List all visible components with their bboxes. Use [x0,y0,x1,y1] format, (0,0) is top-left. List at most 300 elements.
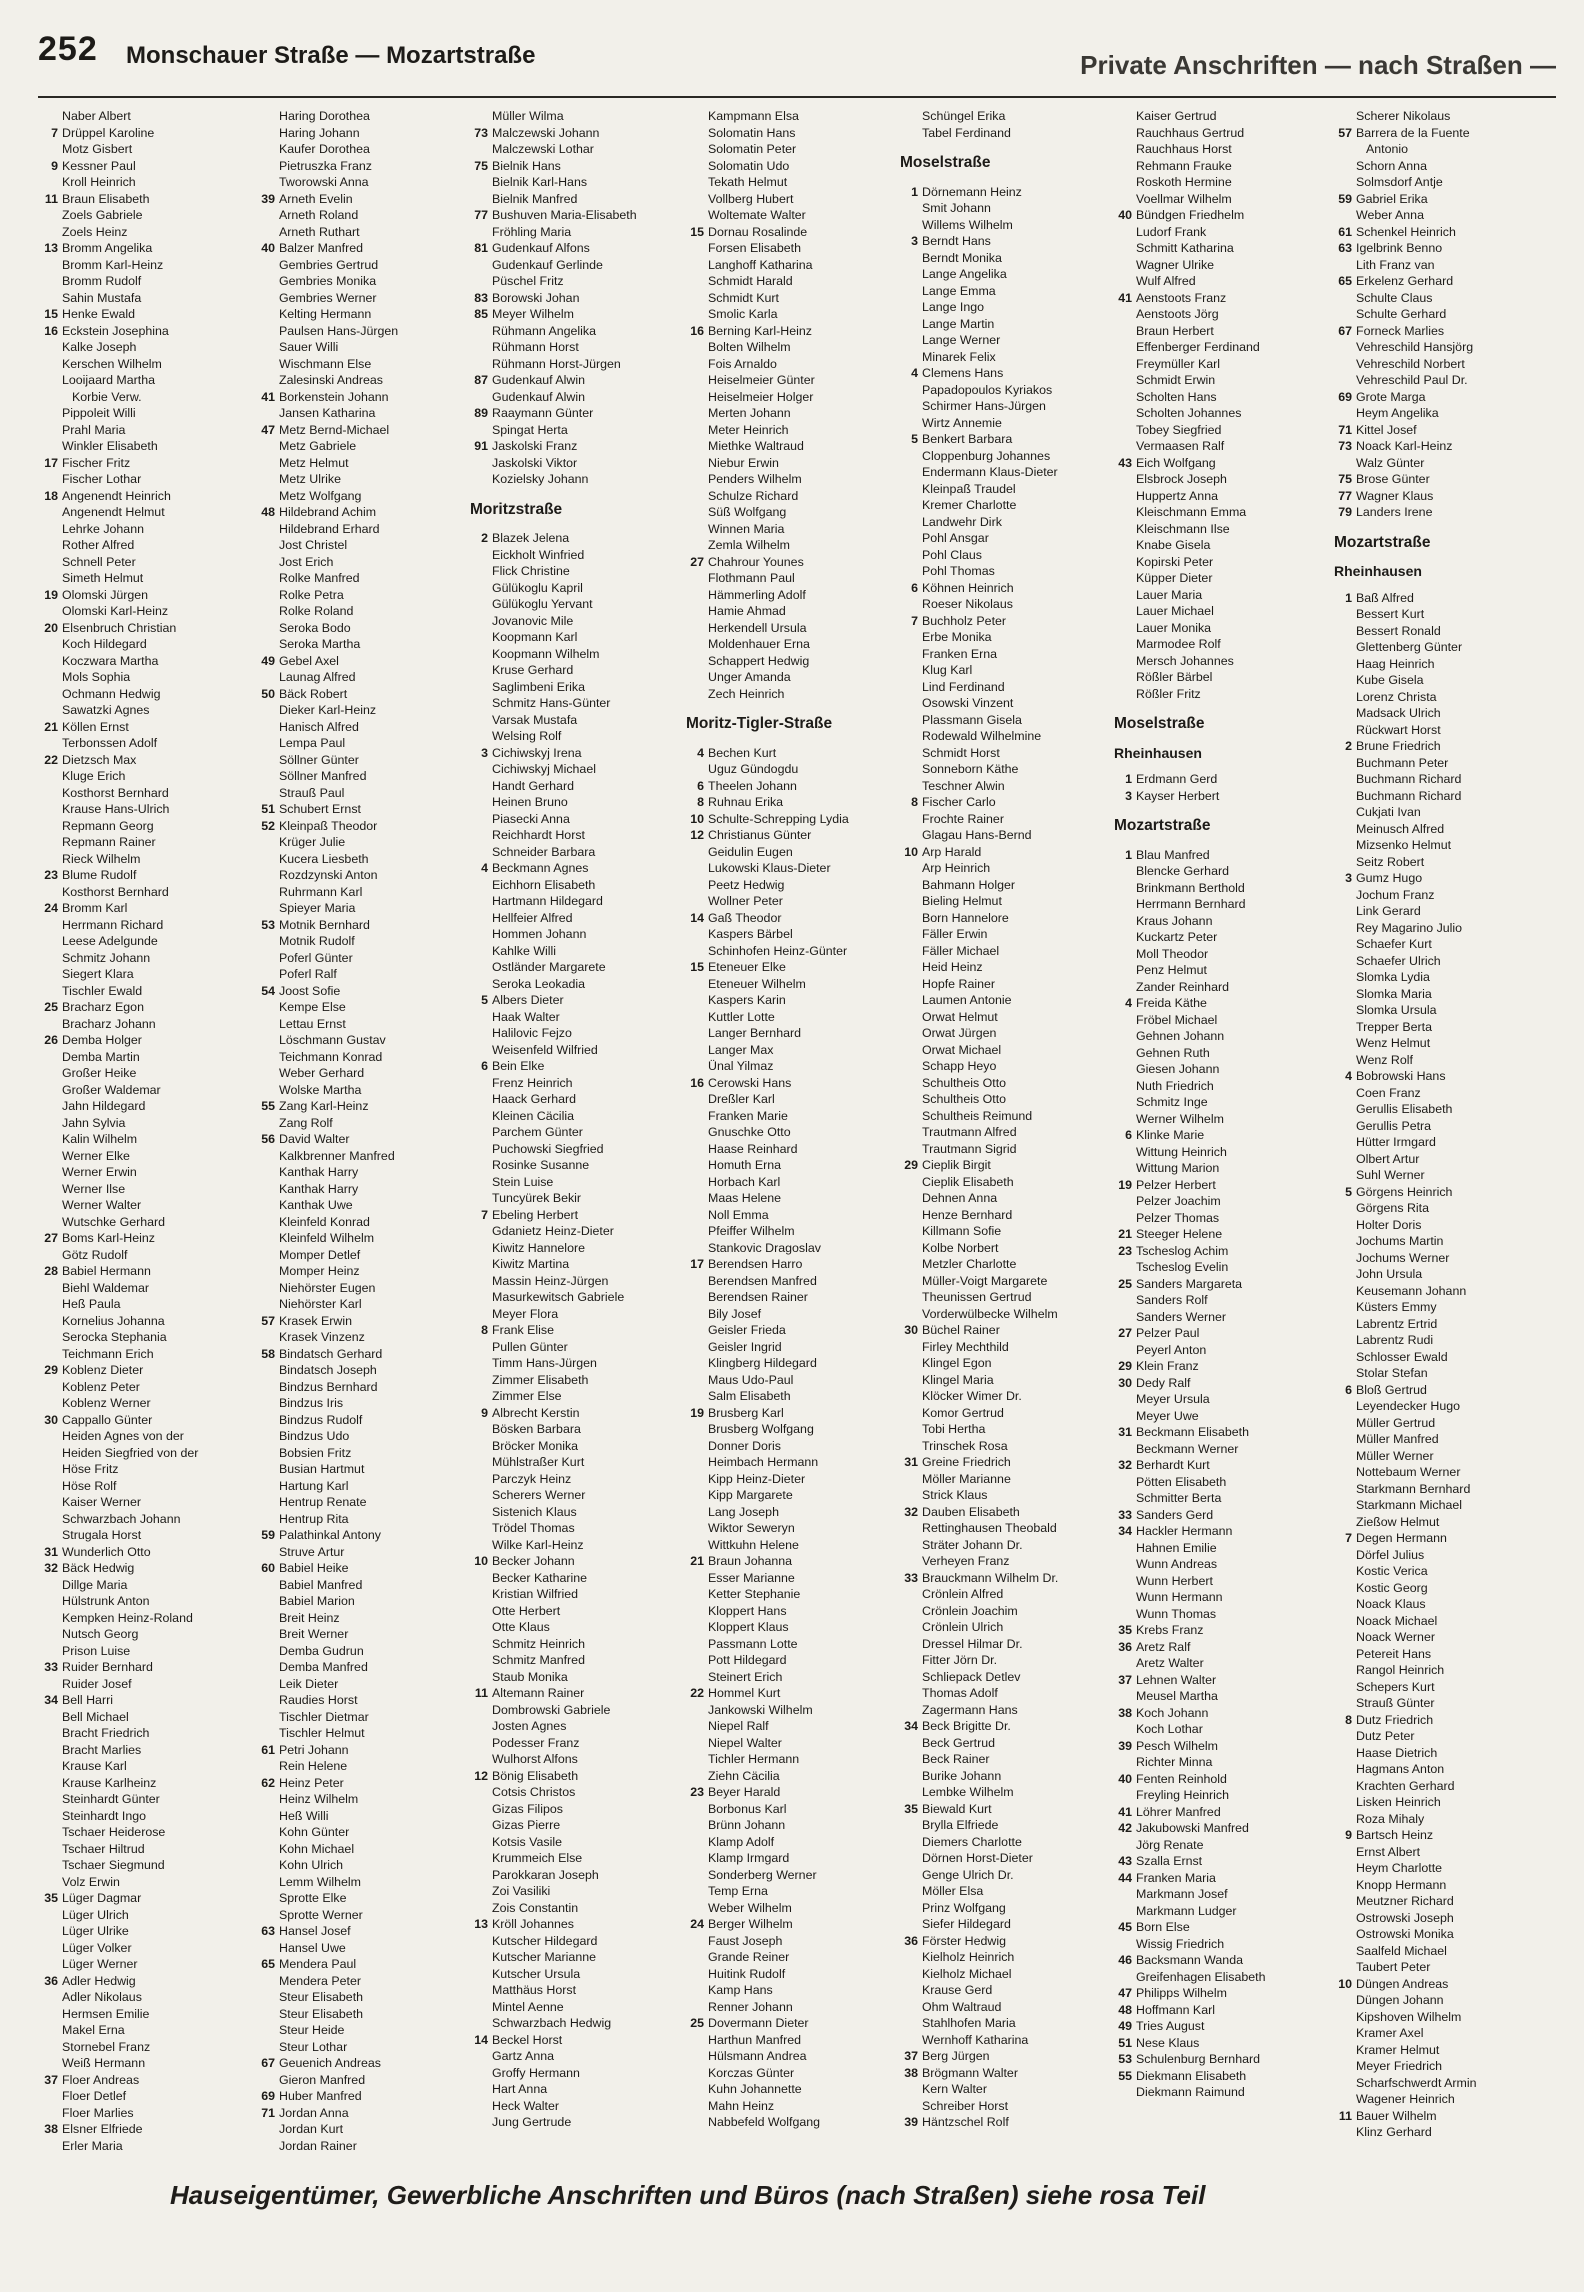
house-number [1334,455,1356,472]
house-number [900,1553,922,1570]
house-number: 51 [261,802,275,816]
resident-name: Jaskolski Viktor [492,455,578,470]
resident-name: Brusberg Karl [708,1405,784,1420]
resident-name: Jost Erich [279,554,334,569]
resident-entry [900,877,1100,894]
house-number [1334,1151,1356,1168]
house-number [470,959,492,976]
house-number [257,521,279,538]
resident-entry [900,745,1100,762]
resident-entry [470,877,670,894]
resident-name: Poferl Ralf [279,967,337,981]
resident-entry [686,323,886,340]
resident-entry [1334,438,1534,455]
resident-entry [470,389,670,406]
resident-entry [257,1280,457,1297]
house-number [257,323,279,340]
resident-name: Ruider Josef [62,1676,132,1691]
resident-entry [257,801,457,818]
house-number: 23 [1118,1243,1132,1258]
house-number [257,1148,279,1165]
resident-entry [40,1214,240,1231]
resident-entry [470,1372,670,1389]
house-number: 57 [261,1313,275,1328]
resident-entry [257,554,457,571]
resident-entry [1334,158,1534,175]
house-number [900,959,922,976]
house-number: 61 [261,1742,275,1757]
house-number [1334,108,1356,125]
house-number [900,1603,922,1620]
resident-entry [257,620,457,637]
resident-name: Fröhling Maria [492,224,572,239]
resident-entry [1334,1728,1534,1745]
resident-entry [900,910,1100,927]
resident-name: Firley Mechthild [922,1339,1009,1354]
house-number [40,1280,62,1297]
house-number: 40 [1118,1771,1132,1786]
house-number: 39 [1118,1738,1132,1753]
resident-name: Freyling Heinrich [1136,1788,1229,1802]
house-number [900,1652,922,1669]
house-number [1114,389,1136,406]
house-number: 7 [1345,1531,1352,1545]
resident-name: Tschaer Hiltrud [62,1841,145,1856]
resident-entry [470,2015,670,2032]
resident-entry [40,1131,240,1148]
resident-name: Ochmann Hedwig [62,686,161,701]
resident-name: Berhardt Kurt [1136,1458,1210,1472]
resident-name: Schmitter Berta [1136,1491,1222,1505]
resident-name: Pippoleit Willi [62,406,136,420]
resident-entry [470,1685,670,1702]
resident-entry [257,2088,457,2105]
house-number [470,1603,492,1620]
house-number [1334,1464,1356,1481]
resident-entry [40,389,240,406]
house-number [1114,438,1136,455]
house-number [257,570,279,587]
house-number [1114,2084,1136,2101]
resident-name: Vollberg Hubert [708,191,794,206]
house-number [257,1692,279,1709]
house-number [686,1207,708,1224]
resident-entry [1114,1259,1314,1276]
resident-name: Meyer Ursula [1136,1392,1210,1406]
resident-entry [686,1075,886,1092]
resident-name: Saalfeld Michael [1356,1943,1447,1958]
house-number [1334,257,1356,274]
resident-entry [470,1636,670,1653]
resident-entry [1114,1688,1314,1705]
resident-entry [1114,1573,1314,1590]
house-number: 59 [261,1528,275,1542]
house-number [470,1949,492,1966]
resident-entry [40,537,240,554]
resident-name: Gerullis Petra [1356,1118,1432,1133]
resident-name: Berning Karl-Heinz [708,323,812,338]
resident-entry [1334,1514,1534,1531]
resident-entry [470,1570,670,1587]
resident-name: Arp Harald [922,844,982,859]
house-number [1334,672,1356,689]
resident-name: Lempa Paul [279,736,346,750]
house-number [1334,1596,1356,1613]
resident-name: Cichiwskyj Michael [492,762,596,776]
resident-name: Gembries Monika [279,274,377,288]
resident-name: Ludorf Frank [1136,224,1207,239]
house-number [470,1487,492,1504]
resident-name: Steinhardt Günter [62,1792,160,1806]
house-number [1334,1514,1356,1531]
resident-entry [686,1603,886,1620]
resident-entry [257,1758,457,1775]
resident-entry [900,794,1100,811]
resident-name: Holter Doris [1356,1217,1422,1232]
house-number [686,339,708,356]
resident-entry [900,563,1100,580]
resident-entry [470,1388,670,1405]
resident-name: Elsner Elfriede [62,2122,143,2136]
house-number [1334,1481,1356,1498]
resident-name: Ohm Waltraud [922,1999,1002,2014]
resident-name: Kloppert Hans [708,1603,787,1618]
resident-name: Kipp Heinz-Dieter [708,1471,806,1486]
resident-entry [1114,2051,1314,2068]
resident-entry [470,547,670,564]
resident-name: Krause Karl [62,1759,127,1773]
resident-entry [257,240,457,257]
house-number [40,521,62,538]
resident-name: Mizsenko Helmut [1356,838,1452,852]
resident-name: Lange Angelika [922,267,1007,281]
resident-name: Schmidt Horst [922,745,1000,760]
resident-entry [1334,1547,1534,1564]
resident-entry [470,976,670,993]
resident-name: Berendsen Manfred [708,1273,817,1288]
house-number [1334,1200,1356,1217]
house-number [900,217,922,234]
house-number [257,207,279,224]
resident-entry [686,257,886,274]
resident-name: Kalkbrenner Manfred [279,1148,395,1163]
house-number [40,1197,62,1214]
house-number [1114,224,1136,241]
resident-entry [686,1768,886,1785]
resident-entry [686,1289,886,1306]
resident-name: Hermsen Emilie [62,2006,150,2021]
resident-entry [470,2098,670,2115]
house-number [686,438,708,455]
resident-entry [1334,1448,1534,1465]
resident-name: Schenkel Heinrich [1356,224,1456,239]
resident-entry [1334,1794,1534,1811]
house-number [470,323,492,340]
house-number [686,893,708,910]
resident-name: Küsters Emmy [1356,1300,1437,1314]
house-number [470,1718,492,1735]
house-number [1334,722,1356,739]
house-number: 81 [474,241,488,255]
resident-entry [900,2098,1100,2115]
resident-name: Unger Amanda [708,670,791,684]
resident-name: Blazek Jelena [492,531,570,545]
house-number [1114,1078,1136,1095]
resident-name: Cukjati Ivan [1356,805,1421,819]
house-number: 42 [1118,1821,1132,1835]
resident-name: Ünal Yilmaz [708,1059,774,1073]
resident-name: Hackler Hermann [1136,1524,1233,1538]
resident-entry [686,174,886,191]
resident-entry [1114,438,1314,455]
house-number [470,827,492,844]
resident-name: Lang Joseph [708,1504,779,1519]
resident-entry [900,1339,1100,1356]
resident-name: Pelzer Paul [1136,1326,1200,1340]
house-number [40,438,62,455]
resident-entry [1334,1068,1534,1085]
house-number [686,1949,708,1966]
resident-entry [1114,537,1314,554]
house-number [40,950,62,967]
resident-entry [1334,1035,1534,1052]
resident-entry [40,653,240,670]
house-number [686,844,708,861]
house-number [40,2039,62,2056]
resident-entry [1114,339,1314,356]
resident-name: Eteneuer Elke [708,960,786,974]
resident-name: Kuhn Johannette [708,2082,802,2096]
resident-name: Greine Friedrich [922,1455,1011,1469]
resident-entry [900,1207,1100,1224]
resident-entry [900,125,1100,142]
resident-name: Berndt Monika [922,250,1002,265]
resident-entry [900,2065,1100,2082]
resident-entry [257,1841,457,1858]
resident-name: Rößler Fritz [1136,686,1201,701]
resident-name: Eckstein Josephina [62,323,169,338]
house-number [1334,1646,1356,1663]
house-number: 40 [1118,208,1132,222]
resident-name: Bobrowski Hans [1356,1069,1446,1083]
resident-entry [1334,1002,1534,1019]
resident-entry [257,1115,457,1132]
resident-entry [900,233,1100,250]
resident-name: Kohn Günter [279,1825,350,1839]
resident-entry [1334,1266,1534,1283]
house-number [257,1874,279,1891]
resident-entry [257,1692,457,1709]
resident-name: Moldenhauer Erna [708,637,810,651]
house-number [900,596,922,613]
resident-name: Kleinpaß Theodor [279,818,378,833]
house-number [257,1659,279,1676]
house-number: 47 [1118,1986,1132,2000]
house-number [40,818,62,835]
resident-name: Sträter Johann Dr. [922,1537,1023,1552]
resident-entry [40,2121,240,2138]
resident-entry [686,877,886,894]
resident-entry [257,1379,457,1396]
resident-entry [40,1742,240,1759]
house-number [900,695,922,712]
house-number [470,910,492,927]
resident-name: Starkmann Bernhard [1356,1481,1471,1496]
house-number [1114,240,1136,257]
house-number [1114,1969,1136,1986]
house-number [40,1494,62,1511]
house-number: 38 [44,2122,58,2136]
house-number [900,1487,922,1504]
resident-entry [257,1527,457,1544]
resident-name: Gartz Anna [492,2049,554,2063]
resident-entry [40,1164,240,1181]
resident-name: Kiwitz Martina [492,1257,570,1271]
resident-entry [40,587,240,604]
resident-entry [257,1643,457,1660]
house-number [900,1850,922,1867]
resident-entry [1114,913,1314,930]
house-number: 52 [261,818,275,833]
resident-entry [470,827,670,844]
resident-entry [257,2039,457,2056]
house-number [1334,1283,1356,1300]
house-number [40,1956,62,1973]
resident-name: Schapp Heyo [922,1059,997,1073]
resident-entry [257,1445,457,1462]
resident-entry [1114,2068,1314,2085]
resident-entry [1334,339,1534,356]
resident-entry [1114,1474,1314,1491]
resident-name: Bushuven Maria-Elisabeth [492,208,637,222]
house-number [40,471,62,488]
resident-entry [900,1438,1100,1455]
house-number [1114,913,1136,930]
resident-entry [40,1676,240,1693]
resident-name: Wenz Rolf [1356,1052,1413,1067]
resident-entry [686,1504,886,1521]
resident-name: Rehmann Frauke [1136,158,1232,173]
house-number [470,596,492,613]
resident-entry [257,405,457,422]
resident-entry [1114,554,1314,571]
house-number [257,1280,279,1297]
resident-name: Walz Günter [1356,455,1425,470]
house-number [900,1190,922,1207]
resident-name: Metz Gabriele [279,439,357,453]
resident-entry [257,1775,457,1792]
house-number [686,1834,708,1851]
resident-name: Gudenkauf Alwin [492,373,585,387]
house-number [1114,1936,1136,1953]
directory-column-6 [1114,108,1314,2101]
resident-entry [686,1108,886,1125]
resident-name: Kutscher Marianne [492,1950,596,1964]
house-number [1114,504,1136,521]
house-number [1114,125,1136,142]
resident-name: Tischler Helmut [279,1726,365,1740]
resident-entry [1334,804,1534,821]
resident-name: Krasek Vinzenz [279,1330,365,1344]
resident-name: Arp Heinrich [922,861,991,875]
resident-entry [1334,1530,1534,1547]
resident-name: Lauer Monika [1136,620,1212,635]
resident-name: Brögmann Walter [922,2065,1018,2080]
resident-name: Parczyk Heinz [492,1471,572,1486]
resident-entry [470,629,670,646]
resident-entry [900,1751,1100,1768]
house-number: 3 [1345,871,1352,885]
house-number: 36 [904,1933,918,1948]
resident-entry [257,1544,457,1561]
house-number [40,1181,62,1198]
resident-name: Kosthorst Bernhard [62,785,169,800]
resident-entry [686,2048,886,2065]
house-number [900,712,922,729]
resident-name: Stornebel Franz [62,2039,151,2054]
house-number [1334,1547,1356,1564]
house-number [40,504,62,521]
house-number [900,893,922,910]
house-number [257,2022,279,2039]
house-number [686,2081,708,2098]
resident-entry [1114,1441,1314,1458]
house-number: 14 [474,2032,488,2047]
resident-entry [1334,1712,1534,1729]
resident-entry [686,943,886,960]
resident-name: Dornau Rosalinde [708,224,808,239]
resident-name: Varsak Mustafa [492,712,578,727]
house-number [257,1115,279,1132]
resident-entry [900,316,1100,333]
resident-entry [1114,1787,1314,1804]
resident-name: Launag Alfred [279,670,356,684]
resident-entry [900,481,1100,498]
resident-entry [470,1850,670,1867]
house-number [470,1091,492,1108]
resident-name: Werner Walter [62,1198,142,1212]
resident-name: Kaiser Gertrud [1136,109,1217,123]
street-heading: Moselstraße [900,154,991,171]
resident-entry [1114,1870,1314,1887]
house-number [40,1379,62,1396]
resident-name: Lembke Wilhelm [922,1785,1014,1799]
house-number [1114,1292,1136,1309]
house-number: 7 [51,125,58,140]
resident-entry [686,1058,886,1075]
resident-entry [900,926,1100,943]
house-number: 20 [44,620,58,635]
resident-name: Kramer Helmut [1356,2042,1440,2057]
resident-entry [1334,1431,1534,1448]
house-number: 2 [481,531,488,545]
resident-name: Kleinfeld Wilhelm [279,1231,375,1245]
resident-entry [40,1098,240,1115]
resident-entry [900,464,1100,481]
house-number [1114,946,1136,963]
resident-entry [470,108,670,125]
resident-entry [900,1834,1100,1851]
house-number [1334,1629,1356,1646]
resident-entry [1334,141,1534,158]
resident-entry [900,1124,1100,1141]
resident-name: Rauchhaus Gertrud [1136,125,1245,140]
resident-entry [686,587,886,604]
resident-name: Scharfschwerdt Armin [1356,2075,1477,2090]
resident-name: Tichler Hermann [708,1752,800,1766]
resident-name: Löhrer Manfred [1136,1804,1221,1819]
resident-entry [1334,1778,1534,1795]
